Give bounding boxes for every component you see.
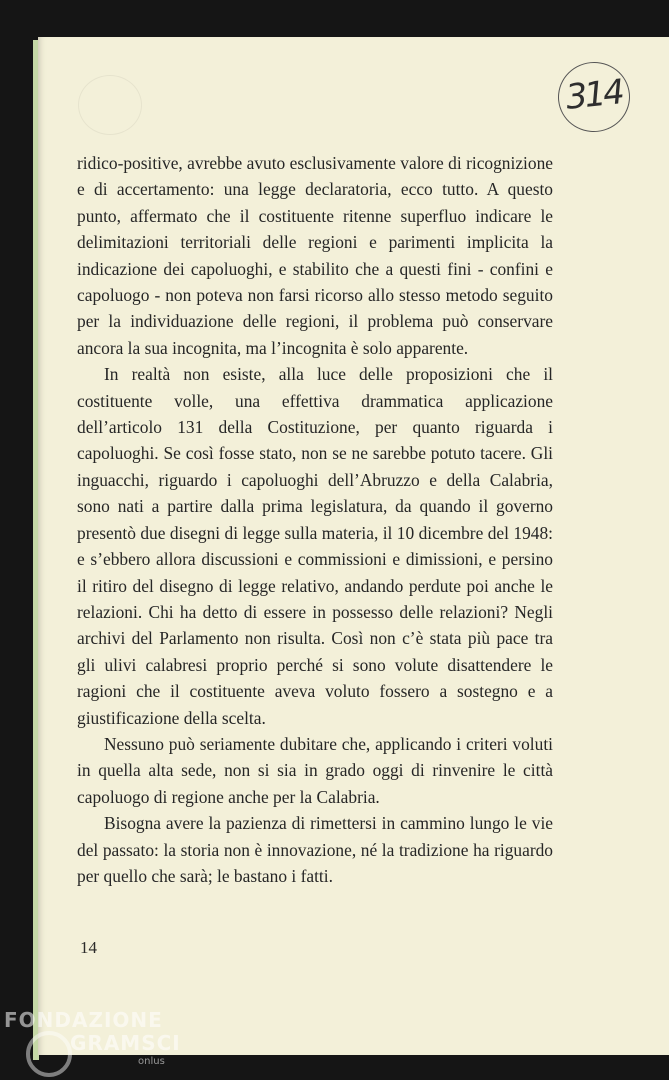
faint-stamp-mark <box>78 75 142 135</box>
watermark-line1: FONDAZIONE <box>4 1008 163 1032</box>
paragraph-3: Nessuno può seriamente dubitare che, applicando i criteri voluti in quella alta sede, non si sia in grado oggi di rinvenire le città capoluogo di regione anche per la Calabria. <box>77 733 553 807</box>
watermark-line2: GRAMSCI <box>70 1031 181 1055</box>
paragraph-4: Bisogna avere la pazienza di rimettersi in cammino lungo le vie del passato: la storia non è innovazione, né la tradizione ha riguardo per quello che sarà; le bastano i fatti. <box>77 813 553 886</box>
watermark-line3: onlus <box>138 1056 165 1067</box>
paragraph-2: In realtà non esiste, alla luce delle proposizioni che il costituente volle, una effettiva drammatica applicazione dell’articolo 131 della Costituzione, per quanto riguarda i capoluoghi. Se così fosse stato, non se ne sarebbe potuto tacere. Gli inguacchi, riguardo i capoluoghi dell’Abruzzo e della Calabria, sono nati a partire dalla prima legislatura, da quando il governo presentò due disegni di legge sulla materia, il 10 dicembre del 1948: e s’ebbero allora discussioni e commissioni e dimissioni, e persino il ritiro del disegno di legge relativo, andando perdute poi anche le relazioni. Chi ha detto di essere in possesso delle relazioni? Negli archivi del Parlamento non risulta. Così non c’è stata più pace tra gli ulivi calabresi proprio perché si sono volute disattendere le ragioni che il costituente aveva voluto fossero a sostegno e a giustificazione della scelta. <box>77 364 553 728</box>
fondazione-gramsci-watermark <box>0 1003 200 1080</box>
archive-number: 314 <box>563 72 624 118</box>
paragraph-1: ridico-positive, avrebbe avuto esclusivamente valore di ricognizione e di accertamento: una legge declaratoria, ecco tutto. A questo punto, affermato che il costituente ritenne superfluo indicare le delimitazioni territoriali delle regioni e parimenti implicita la indicazione dei capoluoghi, e stabilito che a questi fini - confini e capoluogo - non poteva non farsi ricorso allo stesso metodo seguito per la individuazione delle regioni, il problema può conservare ancora la sua incognita, ma l’incognita è solo apparente. <box>77 153 553 358</box>
page-number: 14 <box>80 938 97 957</box>
body-text <box>77 150 553 889</box>
watermark-logo-icon <box>26 1031 72 1077</box>
